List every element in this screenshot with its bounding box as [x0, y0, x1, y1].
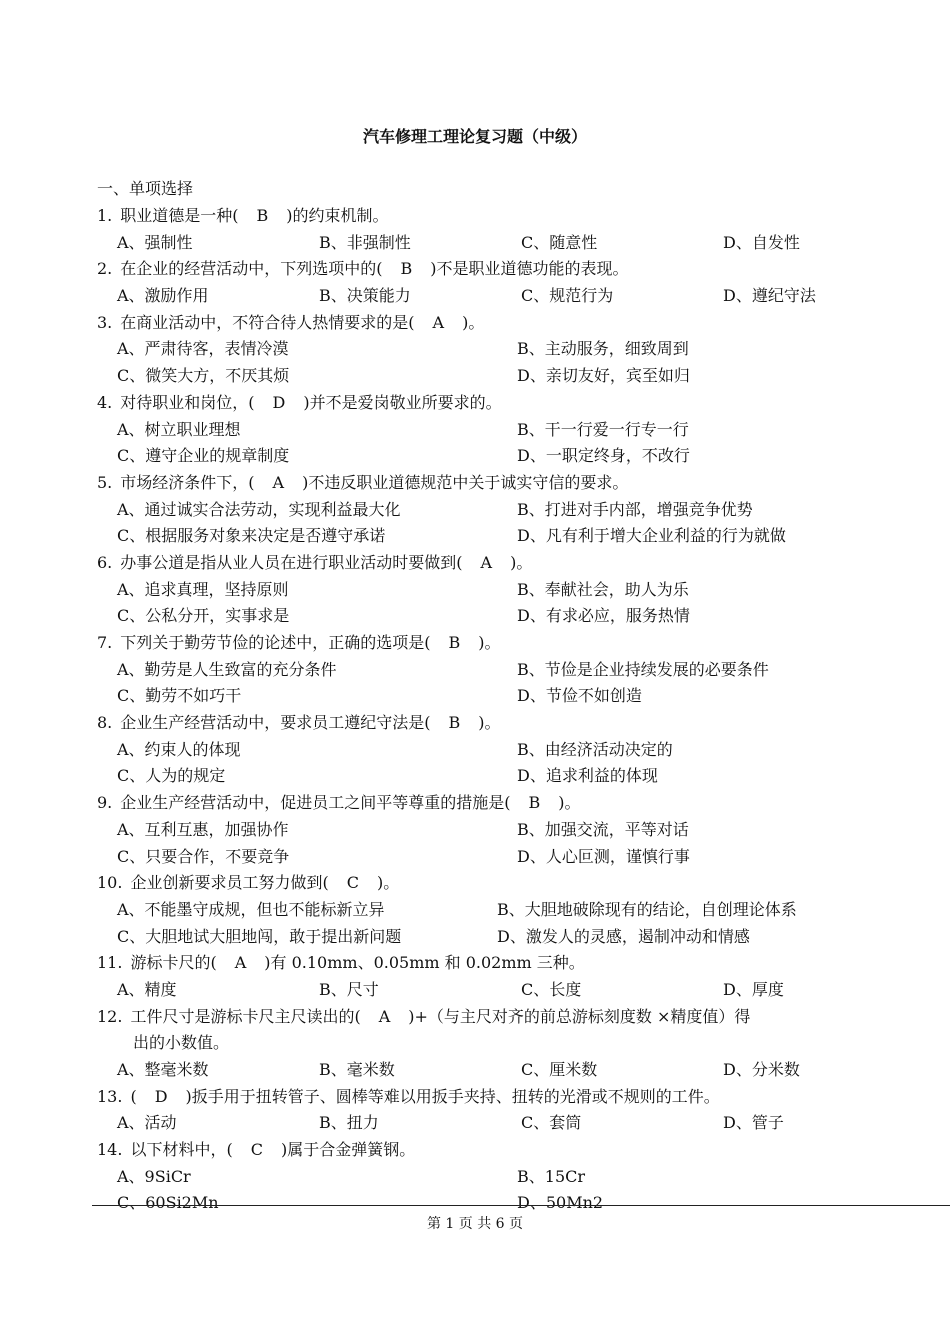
- option-c: C、规范行为: [521, 286, 614, 306]
- option-row: [97, 763, 837, 790]
- option-row: [97, 817, 837, 844]
- answer-letter: D: [272, 392, 286, 412]
- option-b: B、由经济活动决定的: [517, 739, 673, 759]
- option-b: B、主动服务，细致周到: [517, 339, 689, 359]
- answer-letter: B: [448, 633, 461, 652]
- document-title: 汽车修理工理论复习题（中级）: [362, 127, 587, 146]
- option-b: B、节俭是企业持续发展的必要条件: [517, 659, 769, 679]
- option-b: B、扭力: [319, 1113, 379, 1133]
- question-text-after: )。: [510, 552, 533, 572]
- option-row: [97, 577, 837, 604]
- option-row: [97, 443, 837, 470]
- question-stem: [97, 203, 837, 230]
- option-a: A、不能墨守成规，但也不能标新立异: [117, 899, 385, 919]
- answer-letter: B: [256, 206, 269, 225]
- option-a: A、激励作用: [117, 286, 209, 306]
- option-d: D、50Mn2: [517, 1193, 604, 1213]
- answer-letter: D: [154, 1086, 168, 1106]
- option-a: A、整毫米数: [117, 1060, 209, 1079]
- question-text-before: 在企业的经营活动中，下列选项中的(: [120, 259, 383, 279]
- question-number: 14.: [97, 1140, 123, 1160]
- question-number: 5.: [97, 472, 113, 492]
- option-b: B、加强交流，平等对话: [517, 819, 689, 839]
- option-row: [97, 523, 837, 550]
- option-d: D、亲切友好，宾至如归: [517, 366, 690, 386]
- question-number: 1.: [97, 206, 113, 225]
- page-footer: 第 1 页 共 6 页: [426, 1216, 524, 1232]
- option-d: D、追求利益的体现: [517, 766, 658, 786]
- answer-letter: A: [234, 953, 247, 973]
- option-c: C、人为的规定: [117, 766, 226, 786]
- question-number: 6.: [97, 552, 113, 572]
- option-row: [97, 1110, 837, 1137]
- option-row: [97, 603, 837, 630]
- answer-letter: A: [432, 312, 445, 332]
- answer-letter: B: [528, 793, 541, 813]
- option-b: B、大胆地破除现有的结论，自创理论体系: [497, 899, 797, 919]
- option-d: D、节俭不如创造: [517, 686, 642, 706]
- option-a: A、活动: [117, 1113, 177, 1133]
- question-text-before: 游标卡尺的(: [130, 953, 217, 973]
- question-text-after: )。: [478, 713, 501, 733]
- option-d: D、管子: [723, 1113, 784, 1133]
- option-row: [97, 1164, 837, 1191]
- option-c: C、根据服务对象来决定是否遵守承诺: [117, 526, 386, 546]
- question-stem: [97, 470, 837, 497]
- question-text-before: 在商业活动中，不符合待人热情要求的是(: [120, 312, 415, 332]
- question-text-before: 以下材料中，(: [130, 1140, 233, 1160]
- option-d: D、分米数: [723, 1060, 800, 1079]
- option-c: C、微笑大方，不厌其烦: [117, 366, 290, 386]
- option-c: C、厘米数: [521, 1060, 598, 1079]
- answer-letter: A: [378, 1006, 391, 1026]
- question-text-before: 对待职业和岗位，(: [120, 392, 255, 412]
- option-row: [97, 1057, 837, 1084]
- option-a: A、勤劳是人生致富的充分条件: [117, 659, 337, 679]
- option-a: A、精度: [117, 979, 177, 999]
- option-c: C、遵守企业的规章制度: [117, 446, 290, 466]
- option-b: B、尺寸: [319, 979, 379, 999]
- option-b: B、非强制性: [319, 232, 411, 252]
- option-b: B、毫米数: [319, 1060, 395, 1079]
- answer-letter: A: [480, 552, 493, 572]
- option-c: C、大胆地试大胆地闯，敢于提出新问题: [117, 926, 402, 946]
- option-row: [97, 924, 837, 951]
- option-b: B、打进对手内部，增强竞争优势: [517, 499, 753, 519]
- option-row: [97, 363, 837, 390]
- answer-letter: B: [400, 259, 413, 279]
- option-c: C、60Si2Mn: [117, 1193, 219, 1213]
- option-row: [97, 230, 837, 257]
- option-row: [97, 336, 837, 363]
- question-text-after: )扳手用于扭转管子、圆棒等难以用扳手夹持、扭转的光滑或不规则的工件。: [185, 1086, 720, 1106]
- question-text-after: )。: [376, 873, 400, 893]
- question-stem: [97, 630, 837, 657]
- question-number: 3.: [97, 312, 113, 332]
- option-c: C、长度: [521, 979, 582, 999]
- question-text-after: )。: [558, 793, 581, 813]
- question-stem: [97, 1004, 837, 1031]
- option-c: C、随意性: [521, 232, 598, 252]
- question-text-after: )不是职业道德功能的表现。: [430, 259, 629, 279]
- question-stem: [97, 710, 837, 737]
- footer-divider: [92, 1205, 950, 1206]
- answer-letter: B: [448, 713, 461, 733]
- option-b: B、决策能力: [319, 286, 411, 306]
- question-number: 9.: [97, 793, 113, 813]
- question-stem: [97, 870, 837, 897]
- option-a: A、约束人的体现: [117, 739, 241, 759]
- option-d: D、遵纪守法: [723, 286, 816, 306]
- section-heading: 一、单项选择: [97, 179, 194, 198]
- question-text-before: 下列关于勤劳节俭的论述中，正确的选项是(: [120, 633, 431, 652]
- question-number: 7.: [97, 633, 113, 652]
- question-number: 4.: [97, 392, 113, 412]
- option-row: [97, 844, 837, 871]
- question-text-after: )。: [462, 312, 485, 332]
- option-c: C、勤劳不如巧干: [117, 686, 242, 706]
- option-row: [97, 737, 837, 764]
- option-d: D、激发人的灵感，遏制冲动和情感: [497, 926, 750, 946]
- option-c: C、只要合作，不要竞争: [117, 846, 290, 866]
- option-row: [97, 683, 837, 710]
- question-text-before: 工件尺寸是游标卡尺主尺读出的(: [130, 1006, 361, 1026]
- question-text-before: (: [130, 1086, 137, 1106]
- option-a: A、严肃待客，表情冷漠: [117, 339, 289, 359]
- question-text-before: 市场经济条件下，(: [120, 472, 255, 492]
- question-text-before: 企业生产经营活动中，要求员工遵纪守法是(: [120, 713, 431, 733]
- question-stem: [97, 790, 837, 817]
- question-text-after: )并不是爱岗敬业所要求的。: [303, 392, 502, 412]
- option-d: D、凡有利于增大企业利益的行为就做: [517, 526, 786, 546]
- option-d: D、一职定终身，不改行: [517, 446, 690, 466]
- option-d: D、自发性: [723, 232, 800, 252]
- option-d: D、人心叵测，谨慎行事: [517, 846, 690, 866]
- question-number: 8.: [97, 713, 113, 733]
- question-stem: [97, 550, 837, 577]
- option-a: A、互利互惠，加强协作: [117, 819, 289, 839]
- option-a: A、追求真理，坚持原则: [117, 579, 289, 599]
- option-c: C、套筒: [521, 1113, 582, 1133]
- question-stem: [97, 950, 837, 977]
- question-list: [97, 203, 837, 1217]
- question-stem: [97, 390, 837, 417]
- answer-letter: C: [250, 1140, 263, 1160]
- option-b: B、干一行爱一行专一行: [517, 419, 689, 439]
- question-stem: [97, 256, 837, 283]
- question-text-before: 职业道德是一种(: [120, 206, 239, 225]
- question-number: 11.: [97, 953, 123, 973]
- question-text-after: )有 0.10mm、0.05mm 和 0.02mm 三种。: [264, 953, 585, 973]
- question-stem: [97, 1084, 837, 1111]
- question-text-before: 办事公道是指从业人员在进行职业活动时要做到(: [120, 552, 463, 572]
- answer-letter: C: [346, 873, 359, 893]
- question-text-after: )。: [478, 633, 501, 652]
- option-d: D、有求必应，服务热情: [517, 606, 690, 626]
- option-a: A、通过诚实合法劳动，实现利益最大化: [117, 499, 401, 519]
- option-row: [97, 657, 837, 684]
- option-row: [97, 977, 837, 1004]
- answer-letter: A: [272, 472, 285, 492]
- option-row: [97, 417, 837, 444]
- question-stem: [97, 310, 837, 337]
- option-a: A、强制性: [117, 232, 193, 252]
- question-continuation: [97, 1030, 837, 1057]
- option-b: B、奉献社会，助人为乐: [517, 579, 689, 599]
- option-d: D、厚度: [723, 979, 784, 999]
- question-text-before: 企业生产经营活动中，促进员工之间平等尊重的措施是(: [120, 793, 511, 813]
- question-text-after: )+（与主尺对齐的前总游标刻度数 ×精度值）得: [408, 1006, 751, 1026]
- question-number: 13.: [97, 1086, 123, 1106]
- question-number: 10.: [97, 873, 123, 893]
- question-text-after: )的约束机制。: [286, 206, 389, 225]
- question-number: 12.: [97, 1006, 123, 1026]
- question-text-after: )不违反职业道德规范中关于诚实守信的要求。: [302, 472, 629, 492]
- question-number: 2.: [97, 259, 113, 279]
- question-text-after: )属于合金弹簧钢。: [280, 1140, 416, 1160]
- option-row: [97, 283, 837, 310]
- option-a: A、树立职业理想: [117, 419, 241, 439]
- question-text-cont: 出的小数值。: [133, 1033, 230, 1053]
- question-text-before: 企业创新要求员工努力做到(: [130, 873, 329, 893]
- option-row: [97, 897, 837, 924]
- option-a: A、9SiCr: [117, 1166, 191, 1186]
- option-row: [97, 497, 837, 524]
- option-c: C、公私分开，实事求是: [117, 606, 290, 626]
- option-b: B、15Cr: [517, 1166, 586, 1186]
- question-stem: [97, 1137, 837, 1164]
